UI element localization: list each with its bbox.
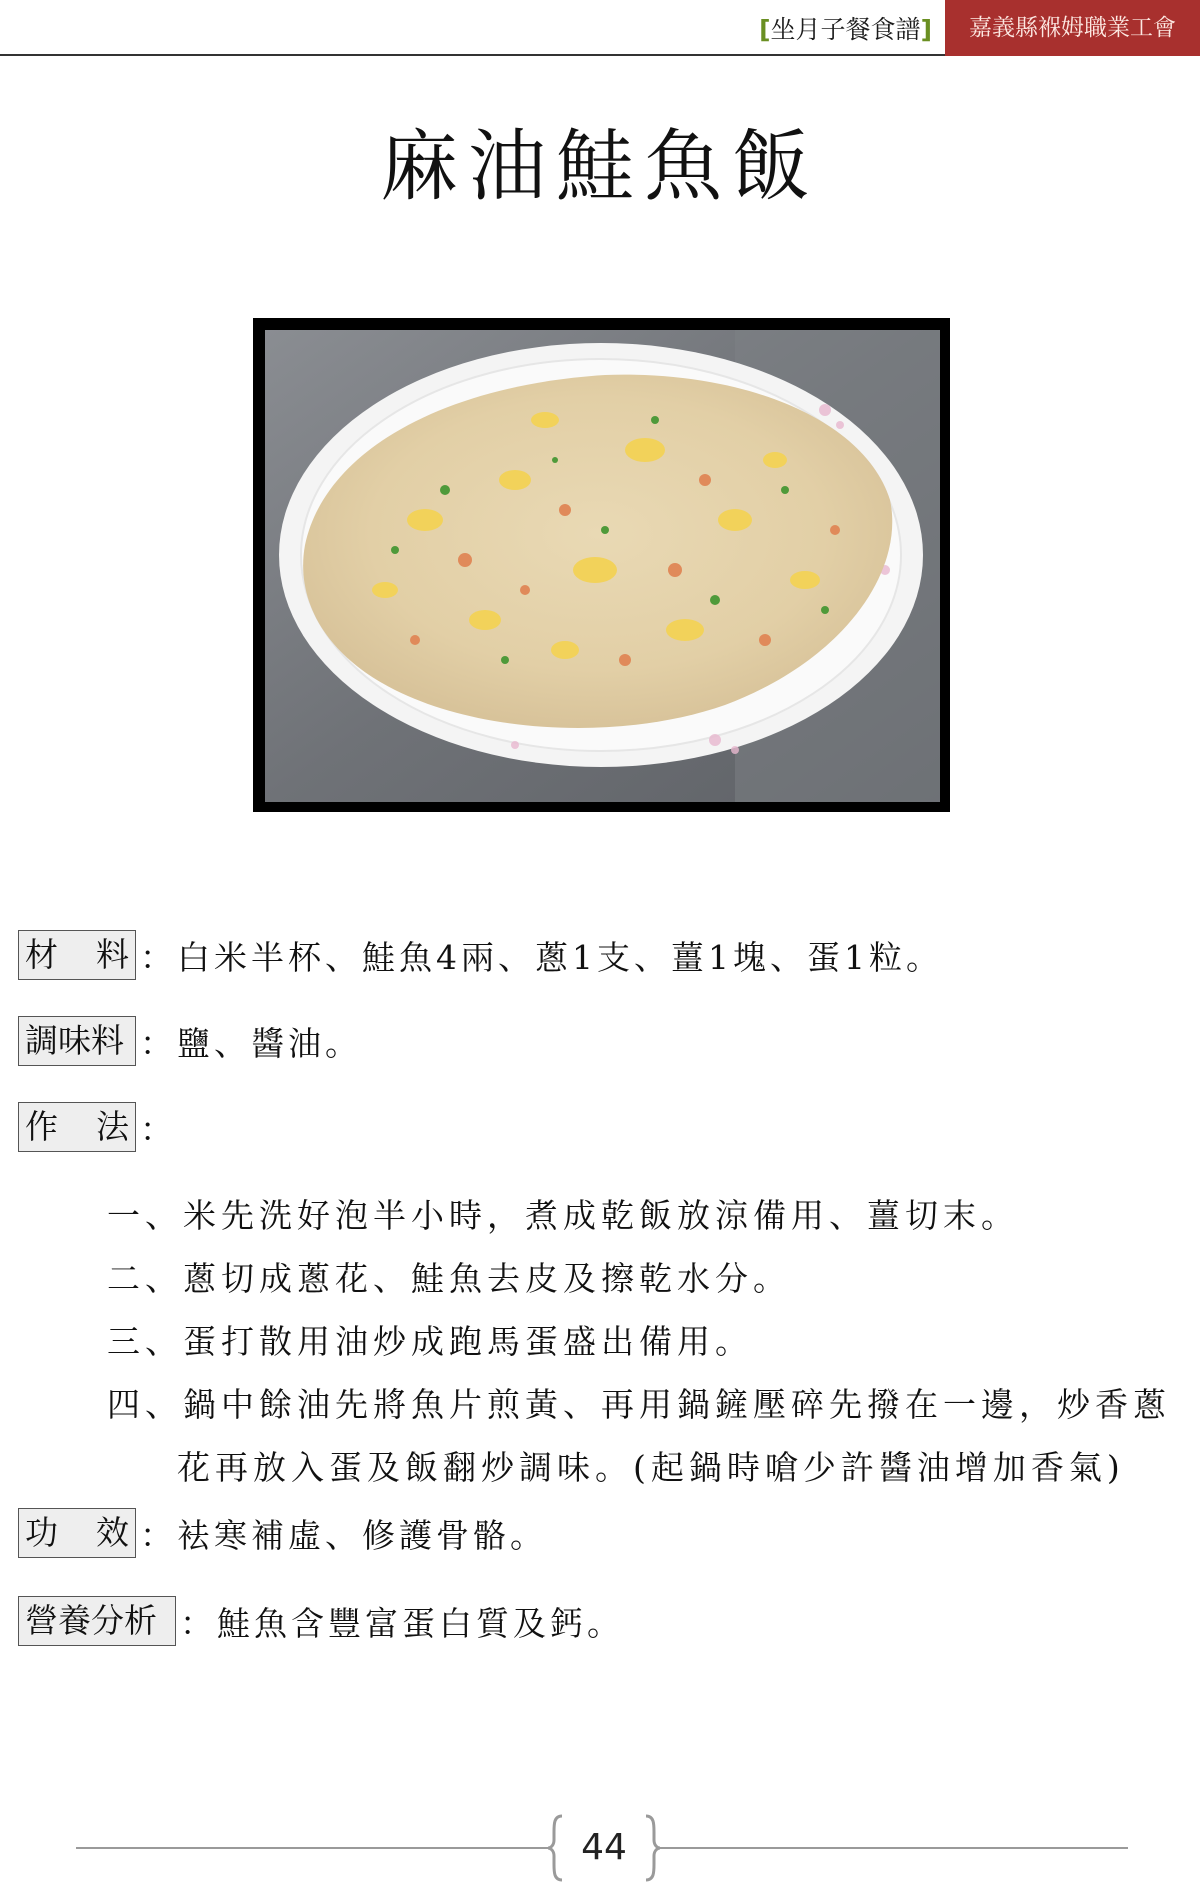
colon: ： bbox=[140, 1515, 177, 1555]
union-name-banner: 嘉義縣褓姆職業工會 bbox=[945, 0, 1200, 56]
label-char: 材 bbox=[25, 935, 58, 974]
label-char: 作 bbox=[25, 1107, 58, 1146]
seasoning-row bbox=[18, 1016, 362, 1066]
page-header bbox=[0, 0, 1200, 56]
label-char: 法 bbox=[96, 1107, 129, 1146]
label-char: 效 bbox=[96, 1513, 129, 1552]
label-char: 功 bbox=[25, 1513, 58, 1552]
fried-rice-plate-photo bbox=[265, 330, 940, 802]
nutrition-label: 營養分析 bbox=[18, 1596, 176, 1646]
method-step: 二、蔥切成蔥花、鮭魚去皮及擦乾水分。 bbox=[107, 1259, 791, 1298]
label-char: 料 bbox=[96, 935, 129, 974]
series-title bbox=[759, 10, 932, 46]
colon: ： bbox=[140, 1109, 177, 1149]
method-step: 四、鍋中餘油先將魚片煎黃、再用鍋鏟壓碎先撥在一邊，炒香蔥 bbox=[107, 1385, 1171, 1424]
method-step: 三、蛋打散用油炒成跑馬蛋盛出備用。 bbox=[107, 1322, 753, 1361]
colon: ： bbox=[180, 1603, 217, 1643]
nutrition-text: 鮭魚含豐富蛋白質及鈣。 bbox=[217, 1603, 624, 1643]
colon: ： bbox=[140, 937, 177, 977]
page-number-text: 44 bbox=[581, 1827, 627, 1868]
recipe-title: 麻油鮭魚飯 bbox=[379, 122, 820, 212]
ingredients-label bbox=[18, 930, 136, 980]
method-step-continued: 花再放入蛋及飯翻炒調味。(起鍋時嗆少許醬油增加香氣) bbox=[177, 1448, 1125, 1487]
method-label bbox=[18, 1102, 136, 1152]
series-title-text: 坐月子餐食譜 bbox=[770, 15, 921, 44]
method-row bbox=[18, 1102, 177, 1152]
bracket-open: [ bbox=[759, 15, 771, 44]
nutrition-row bbox=[18, 1596, 624, 1646]
benefits-row bbox=[18, 1508, 547, 1558]
seasoning-label: 調味料 bbox=[18, 1016, 136, 1066]
seasoning-text: 鹽、醬油。 bbox=[177, 1023, 362, 1063]
bracket-close: ] bbox=[920, 15, 932, 44]
colon: ： bbox=[140, 1023, 177, 1063]
method-step: 一、米先洗好泡半小時，煮成乾飯放涼備用、薑切末。 bbox=[107, 1196, 1019, 1235]
header-divider bbox=[0, 54, 945, 56]
benefits-label bbox=[18, 1508, 136, 1558]
footer-rule-right bbox=[660, 1847, 1128, 1849]
footer-rule-left bbox=[76, 1847, 548, 1849]
benefits-text: 袪寒補虛、修護骨骼。 bbox=[177, 1515, 547, 1555]
page-number bbox=[548, 1812, 660, 1884]
ingredients-row bbox=[18, 930, 943, 980]
dish-photo bbox=[253, 318, 950, 812]
ingredients-text: 白米半杯、鮭魚4兩、蔥1支、薑1塊、蛋1粒。 bbox=[177, 937, 943, 977]
